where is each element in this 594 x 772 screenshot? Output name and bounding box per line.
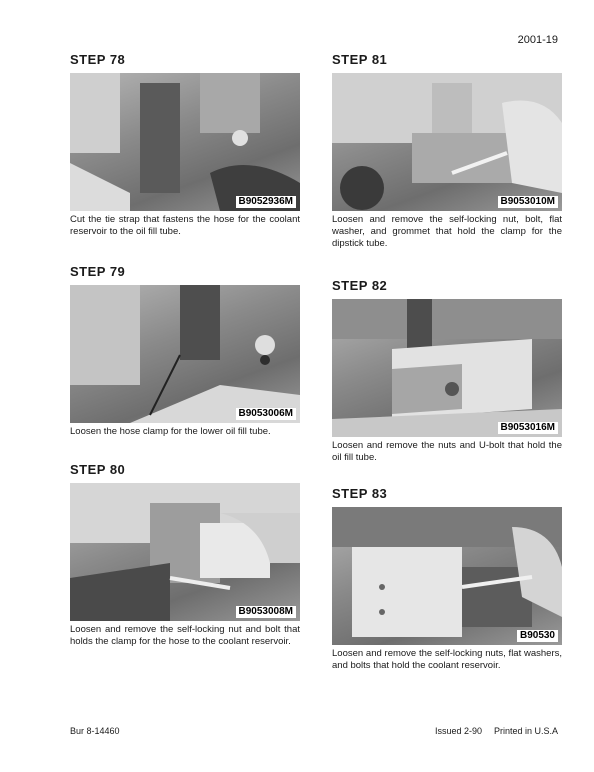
step-photo — [70, 73, 300, 211]
step-photo — [332, 299, 562, 437]
engine-photo-illustration — [332, 299, 562, 437]
step-78 — [70, 52, 300, 238]
step-81 — [332, 52, 562, 250]
step-photo — [70, 285, 300, 423]
photo-code: B9053006M — [236, 408, 296, 420]
document-number: Bur 8-14460 — [70, 726, 120, 736]
step-caption: Loosen and remove the self-locking nut and bolt that holds the clamp for the hose to the coolant reservoir. — [70, 624, 300, 647]
page-number: 2001-19 — [517, 34, 558, 46]
issued-date: Issued 2-90 — [434, 726, 482, 736]
step-caption: Loosen the hose clamp for the lower oil fill tube. — [70, 426, 271, 437]
step-83 — [332, 486, 562, 672]
step-caption: Cut the tie strap that fastens the hose for the coolant reservoir to the oil fill tube. — [70, 214, 300, 237]
step-79 — [70, 264, 300, 438]
step-title: STEP 83 — [332, 486, 388, 501]
engine-photo-illustration — [70, 483, 300, 621]
step-photo — [332, 507, 562, 645]
engine-photo-illustration — [332, 73, 562, 211]
photo-code: B90530 — [517, 630, 558, 642]
step-title: STEP 82 — [332, 278, 388, 293]
step-title: STEP 80 — [70, 462, 126, 477]
step-caption: Loosen and remove the self-locking nuts, flat washers, and bolts that hold the coolant reservoir. — [332, 648, 562, 671]
step-photo — [70, 483, 300, 621]
step-title: STEP 79 — [70, 264, 126, 279]
photo-code: B9053016M — [498, 422, 558, 434]
footer-issue-info — [435, 726, 558, 736]
printed-location: Printed in U.S.A — [493, 726, 558, 736]
engine-photo-illustration — [70, 285, 300, 423]
engine-photo-illustration — [332, 507, 562, 645]
photo-code: B9053010M — [498, 196, 558, 208]
step-title: STEP 78 — [70, 52, 126, 67]
step-80 — [70, 462, 300, 648]
step-caption: Loosen and remove the self-locking nut, bolt, flat washer, and grommet that hold the clamp for the dipstick tube. — [332, 214, 562, 249]
step-caption: Loosen and remove the nuts and U-bolt that hold the oil fill tube. — [332, 440, 562, 463]
photo-code: B9053008M — [236, 606, 296, 618]
step-82 — [332, 278, 562, 464]
step-title: STEP 81 — [332, 52, 388, 67]
photo-code: B9052936M — [236, 196, 296, 208]
engine-photo-illustration — [70, 73, 300, 211]
step-photo — [332, 73, 562, 211]
